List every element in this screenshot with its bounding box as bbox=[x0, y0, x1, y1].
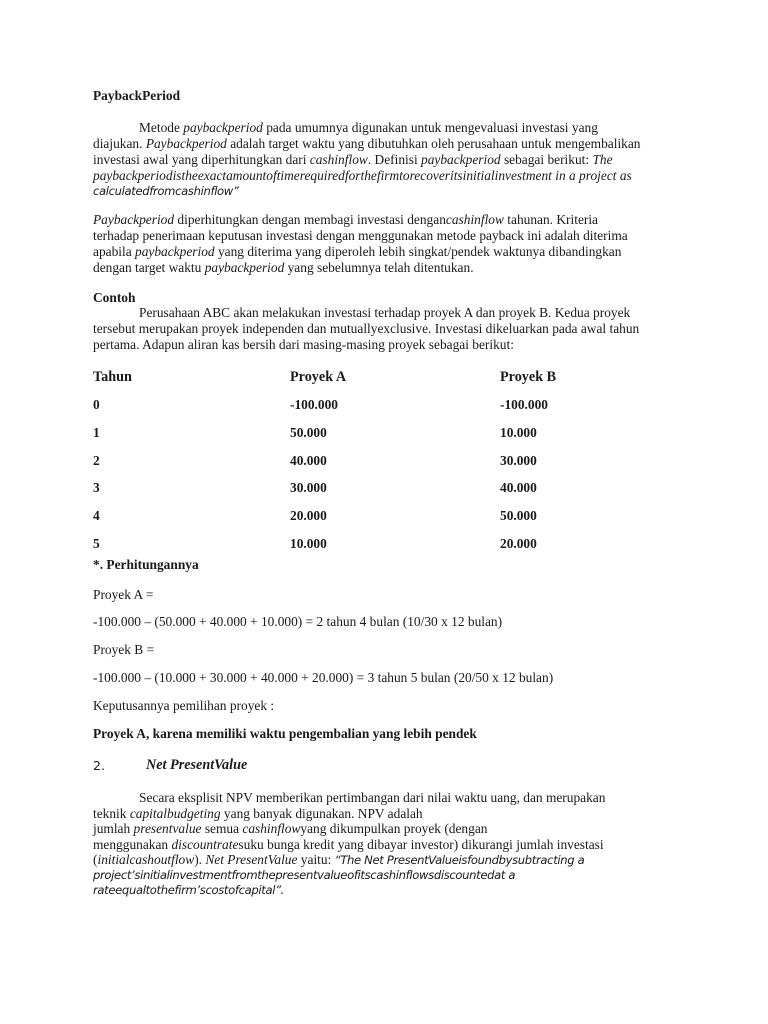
npv-definition-line-2: project’sinitialinvestmentfromthepresentvalueofitscashinflowsdiscountedat a bbox=[93, 868, 516, 882]
npv-line-5: (initialcashoutflow). Net PresentValue yaitu: “The Net PresentValueisfoundbysubtracting a bbox=[93, 852, 585, 867]
proyek-a-formula: -100.000 – (50.000 + 40.000 + 10.000) = 2 tahun 4 bulan (10/30 x 12 bulan) bbox=[93, 614, 503, 629]
intro-line-1: Metode paybackperiod pada umumnya digunakan untuk mengevaluasi investasi yang bbox=[139, 120, 598, 135]
npv-heading: Net PresentValue bbox=[146, 757, 248, 773]
intro-definition-line-2: calculatedfromcashinflow” bbox=[93, 184, 239, 198]
term-paybackperiod: paybackperiod bbox=[183, 120, 263, 135]
proyek-b-formula: -100.000 – (10.000 + 30.000 + 40.000 + 20.000) = 3 tahun 5 bulan (20/50 x 12 bulan) bbox=[93, 670, 554, 685]
proyek-b-label: Proyek B = bbox=[93, 642, 155, 657]
para2-line-3: apabila paybackperiod yang diterima yang diperoleh lebih singkat/pendek waktunya dibandingkan bbox=[93, 244, 622, 259]
intro-definition-line-1: paybackperiodistheexactamountoftimerequiredforthefirmtorecoveritsinitialinvestment in a project as bbox=[93, 168, 632, 183]
npv-definition-line-3: rateequaltothefirm’scostofcapital”. bbox=[93, 882, 285, 897]
term-paybackperiod: Paybackperiod bbox=[145, 136, 227, 151]
para2-line-1: Paybackperiod diperhitungkan dengan membagi investasi dengancashinflow tahunan. Kriteria bbox=[93, 212, 599, 227]
header-tahun: Tahun bbox=[93, 369, 132, 385]
header-proyek-b: Proyek B bbox=[500, 369, 557, 385]
document-page: PaybackPeriod Metode paybackperiod pada umumnya digunakan untuk mengevaluasi investasi yang diajukan. Paybackperiod adalah target waktu yang dibutuhkan oleh perusahaan untuk mengembalikan investasi awal yang diperhitungkan dari cashinflow. Definisi paybackperiod sebagai berikut: The paybackperiodistheexactamountoftimerequiredforthefirmtorecoveritsinitialinvestment in a project as calculatedfromcashinflow” Paybackperiod diperhitungkan dengan membagi investasi dengancashinflow tahunan. Kriteria terhadap penerimaan keputusan investasi dengan menggunakan metode payback ini adalah diterima apabila paybackperiod yang diterima yang diperoleh lebih singkat/pendek waktunya dibandingkan dengan target waktu paybackperiod yang sebelumnya telah ditentukan. Contoh Perusahaan ABC akan melakukan investasi terhadap proyek A dan proyek B. Kedua proyek tersebut merupakan proyek independen dan mutuallyexclusive. Investasi dikeluarkan pada awal tahun pertama. Adapun aliran kas bersih dari masing-masing proyek sebagai berikut: Tahun Proyek A Proyek B 0 -100.000 -100.000 1 50.000 10.000 2 40.000 30.000 3 30.000 40.000 4 20.000 50.000 5 10.000 20.000 *. Perhitungannya Proyek A = -100.000 – (50.000 + 40.000 + 10.000) = 2 tahun 4 bulan (10/30 x 12 bulan) Proyek B = -100.000 – (10.000 + 30.000 + 40.000 + 20.000) = 3 tahun 5 bulan (20/50 x 12 bulan) Keputusannya pemilihan proyek : Proyek A, karena memiliki waktu pengembalian yang lebih pendek 2. Net PresentValue Secara eksplisit NPV memberikan pertimbangan dari nilai waktu uang, dan merupakan teknik capitalbudgeting yang banyak digunakan. NPV adalah jumlah presentvalue semua cashinflowyang dikumpulkan proyek (dengan menggunakan discountratesuku bunga kredit yang dibayar investor) dikurangi jumlah investasi (initialcashoutflow). Net PresentValue yaitu: “The Net PresentValueisfoundbysubtracting a project’sinitialinvestmentfromthepresentvalueofitscashinflowsdiscountedat a rateequaltothefirm’scostofcapital”. bbox=[93, 88, 641, 897]
intro-line-3: investasi awal yang diperhitungkan dari cashinflow. Definisi paybackperiod sebagai berikut: The bbox=[93, 152, 613, 167]
npv-line-3: jumlah presentvalue semua cashinflowyang dikumpulkan proyek (dengan bbox=[93, 821, 488, 836]
header-proyek-a: Proyek A bbox=[290, 369, 347, 385]
term-cashinflow: cashinflow bbox=[309, 152, 368, 167]
npv-line-1: Secara eksplisit NPV memberikan pertimbangan dari nilai waktu uang, dan merupakan bbox=[139, 790, 606, 805]
contoh-heading: Contoh bbox=[93, 290, 136, 305]
para2-line-2: terhadap penerimaan keputusan investasi dengan menggunakan metode payback ini adalah diterima bbox=[93, 228, 628, 243]
document-title: PaybackPeriod bbox=[93, 88, 181, 103]
decision-statement: Proyek A, karena memiliki waktu pengembalian yang lebih pendek bbox=[93, 726, 477, 741]
intro-line-2: diajukan. Paybackperiod adalah target waktu yang dibutuhkan oleh perusahaan untuk mengembalikan bbox=[93, 136, 641, 151]
contoh-line-3: pertama. Adapun aliran kas bersih dari masing-masing proyek sebagai berikut: bbox=[93, 337, 514, 352]
proyek-a-label: Proyek A = bbox=[93, 587, 154, 602]
contoh-line-2: tersebut merupakan proyek independen dan mutuallyexclusive. Investasi dikeluarkan pada awal tahun bbox=[93, 321, 640, 336]
npv-line-2: teknik capitalbudgeting yang banyak digunakan. NPV adalah bbox=[93, 806, 423, 821]
npv-section-number: 2. bbox=[93, 758, 105, 773]
npv-line-4: menggunakan discountratesuku bunga kredit yang dibayar investor) dikurangi jumlah investasi bbox=[93, 837, 604, 852]
contoh-line-1: Perusahaan ABC akan melakukan investasi terhadap proyek A dan proyek B. Kedua proyek bbox=[139, 305, 631, 320]
decision-label: Keputusannya pemilihan proyek : bbox=[93, 698, 275, 713]
calc-heading: *. Perhitungannya bbox=[93, 557, 199, 572]
term-paybackperiod: paybackperiod bbox=[421, 152, 501, 167]
para2-line-4: dengan target waktu paybackperiod yang sebelumnya telah ditentukan. bbox=[93, 260, 474, 275]
